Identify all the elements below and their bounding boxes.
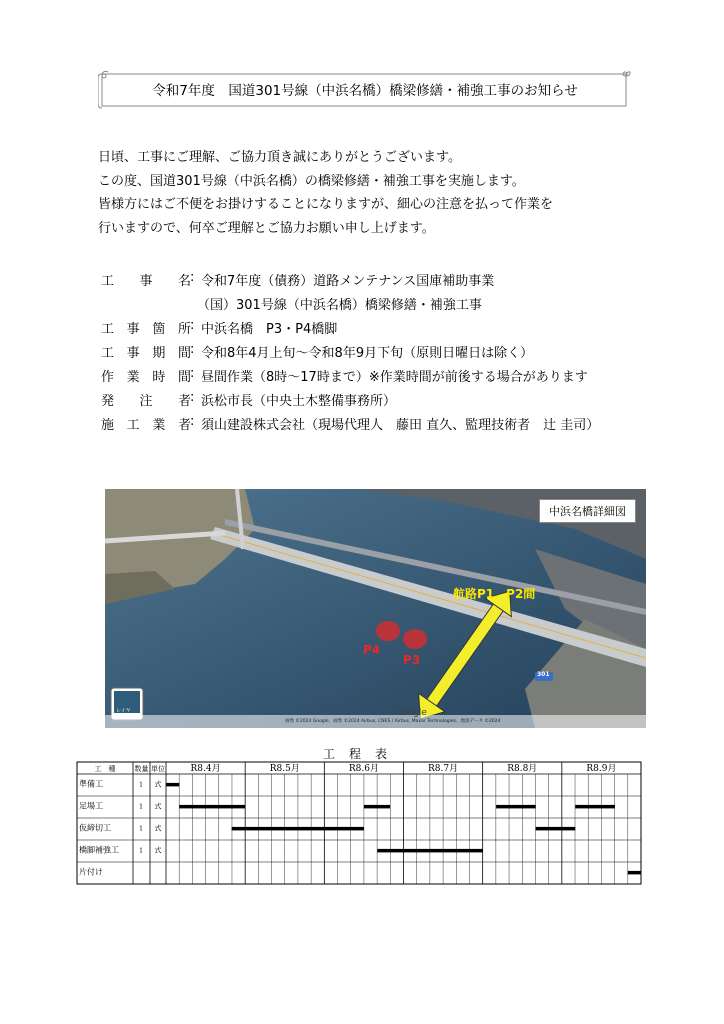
intro-line: 皆様方にはご不便をお掛けすることになりますが、細心の注意を払って作業を: [98, 197, 554, 212]
task-unit: 式: [154, 846, 162, 855]
task-qty: 1: [139, 781, 143, 789]
month-label: R8.9月: [586, 764, 617, 774]
detail-value: 令和8年4月上旬～令和8年9月下旬（原則日曜日は除く）: [201, 346, 534, 361]
task-name: 仮締切工: [79, 823, 111, 833]
task-name: 準備工: [79, 779, 103, 789]
bridge-map[interactable]: [105, 489, 646, 728]
detail-label: 工事箇所: [101, 322, 191, 337]
gantt-bar: [575, 805, 615, 809]
layers-button[interactable]: レイヤ: [116, 708, 131, 714]
gantt-bar: [364, 805, 390, 809]
gantt-bar: [166, 783, 179, 787]
pier-label-p4: P4: [363, 643, 381, 657]
detail-value: 中浜名橋 P3・P4橋脚: [201, 322, 338, 337]
detail-label: 工事期間: [101, 346, 191, 361]
task-qty: 1: [139, 847, 143, 855]
intro-line: 行いますので、何卒ご理解とご協力お願い申し上げます。: [98, 220, 435, 236]
intro-line: この度、国道301号線（中浜名橋）の橋梁修繕・補強工事を実施します。: [98, 173, 525, 189]
month-label: R8.6月: [348, 764, 379, 774]
detail-value: 浜松市長（中央土木整備事務所）: [201, 394, 397, 409]
month-label: R8.4月: [190, 764, 221, 774]
gantt-bar: [628, 871, 641, 875]
intro-text: [98, 146, 638, 240]
gantt-bar: [377, 849, 482, 853]
google-logo: Google: [395, 708, 427, 718]
month-label: R8.7月: [428, 764, 459, 774]
task-name: 橋脚補強工: [79, 845, 119, 855]
task-qty: 1: [139, 825, 143, 833]
detail-label: 発注者: [101, 394, 191, 409]
channel-label: 航路P1、P2間: [453, 587, 536, 601]
schedule-title: 工程表: [322, 747, 401, 761]
road-number: 301: [537, 671, 550, 678]
detail-value: 須山建設株式会社（現場代理人 藤田 直久、監理技術者 辻 圭司）: [201, 418, 600, 433]
task-unit: 式: [154, 824, 162, 833]
gantt-bar: [496, 805, 536, 809]
table-border: [77, 762, 641, 884]
detail-label: 作業時間: [101, 370, 191, 385]
gantt-bar: [179, 805, 245, 809]
task-unit: 式: [154, 802, 162, 811]
task-name: 片付け: [79, 867, 103, 877]
gantt-bar: [232, 827, 364, 831]
detail-label: 工 事 名: [101, 274, 191, 289]
notice-title: 令和7年度 国道301号線（中浜名橋）橋梁修繕・補強工事のお知らせ: [152, 83, 578, 99]
satellite-image: [105, 489, 646, 728]
schedule-table: [76, 761, 642, 889]
detail-value: 令和7年度（債務）道路メンテナンス国庫補助事業: [201, 274, 495, 289]
month-label: R8.5月: [269, 764, 300, 774]
intro-line: 日頃、工事にご理解、ご協力頂き誠にありがとうございます。: [98, 150, 461, 165]
month-label: R8.8月: [507, 764, 538, 774]
task-unit: 式: [154, 780, 162, 789]
header-item: 工 種: [94, 765, 116, 773]
map-caption: 中浜名橋詳細図: [539, 499, 636, 523]
gantt-chart: [76, 761, 642, 885]
header-qty: 数量: [134, 765, 149, 773]
detail-value: （国）301号線（中浜名橋）橋梁修繕・補強工事: [197, 298, 482, 313]
pier-label-p3: P3: [403, 653, 421, 667]
gantt-bar: [536, 827, 576, 831]
map-attribution: 画像 ©2024 Google、画像 ©2024 Airbus, CNES / Airbus, Maxar Technologies、地図データ ©2024: [285, 719, 501, 724]
notice-banner: [98, 68, 632, 110]
task-name: 足場工: [79, 801, 103, 811]
detail-label: 施工業者: [101, 418, 191, 433]
detail-value: 昼間作業（8時～17時まで）※作業時間が前後する場合があります: [201, 370, 588, 385]
header-unit: 単位: [151, 765, 165, 773]
task-qty: 1: [139, 803, 143, 811]
